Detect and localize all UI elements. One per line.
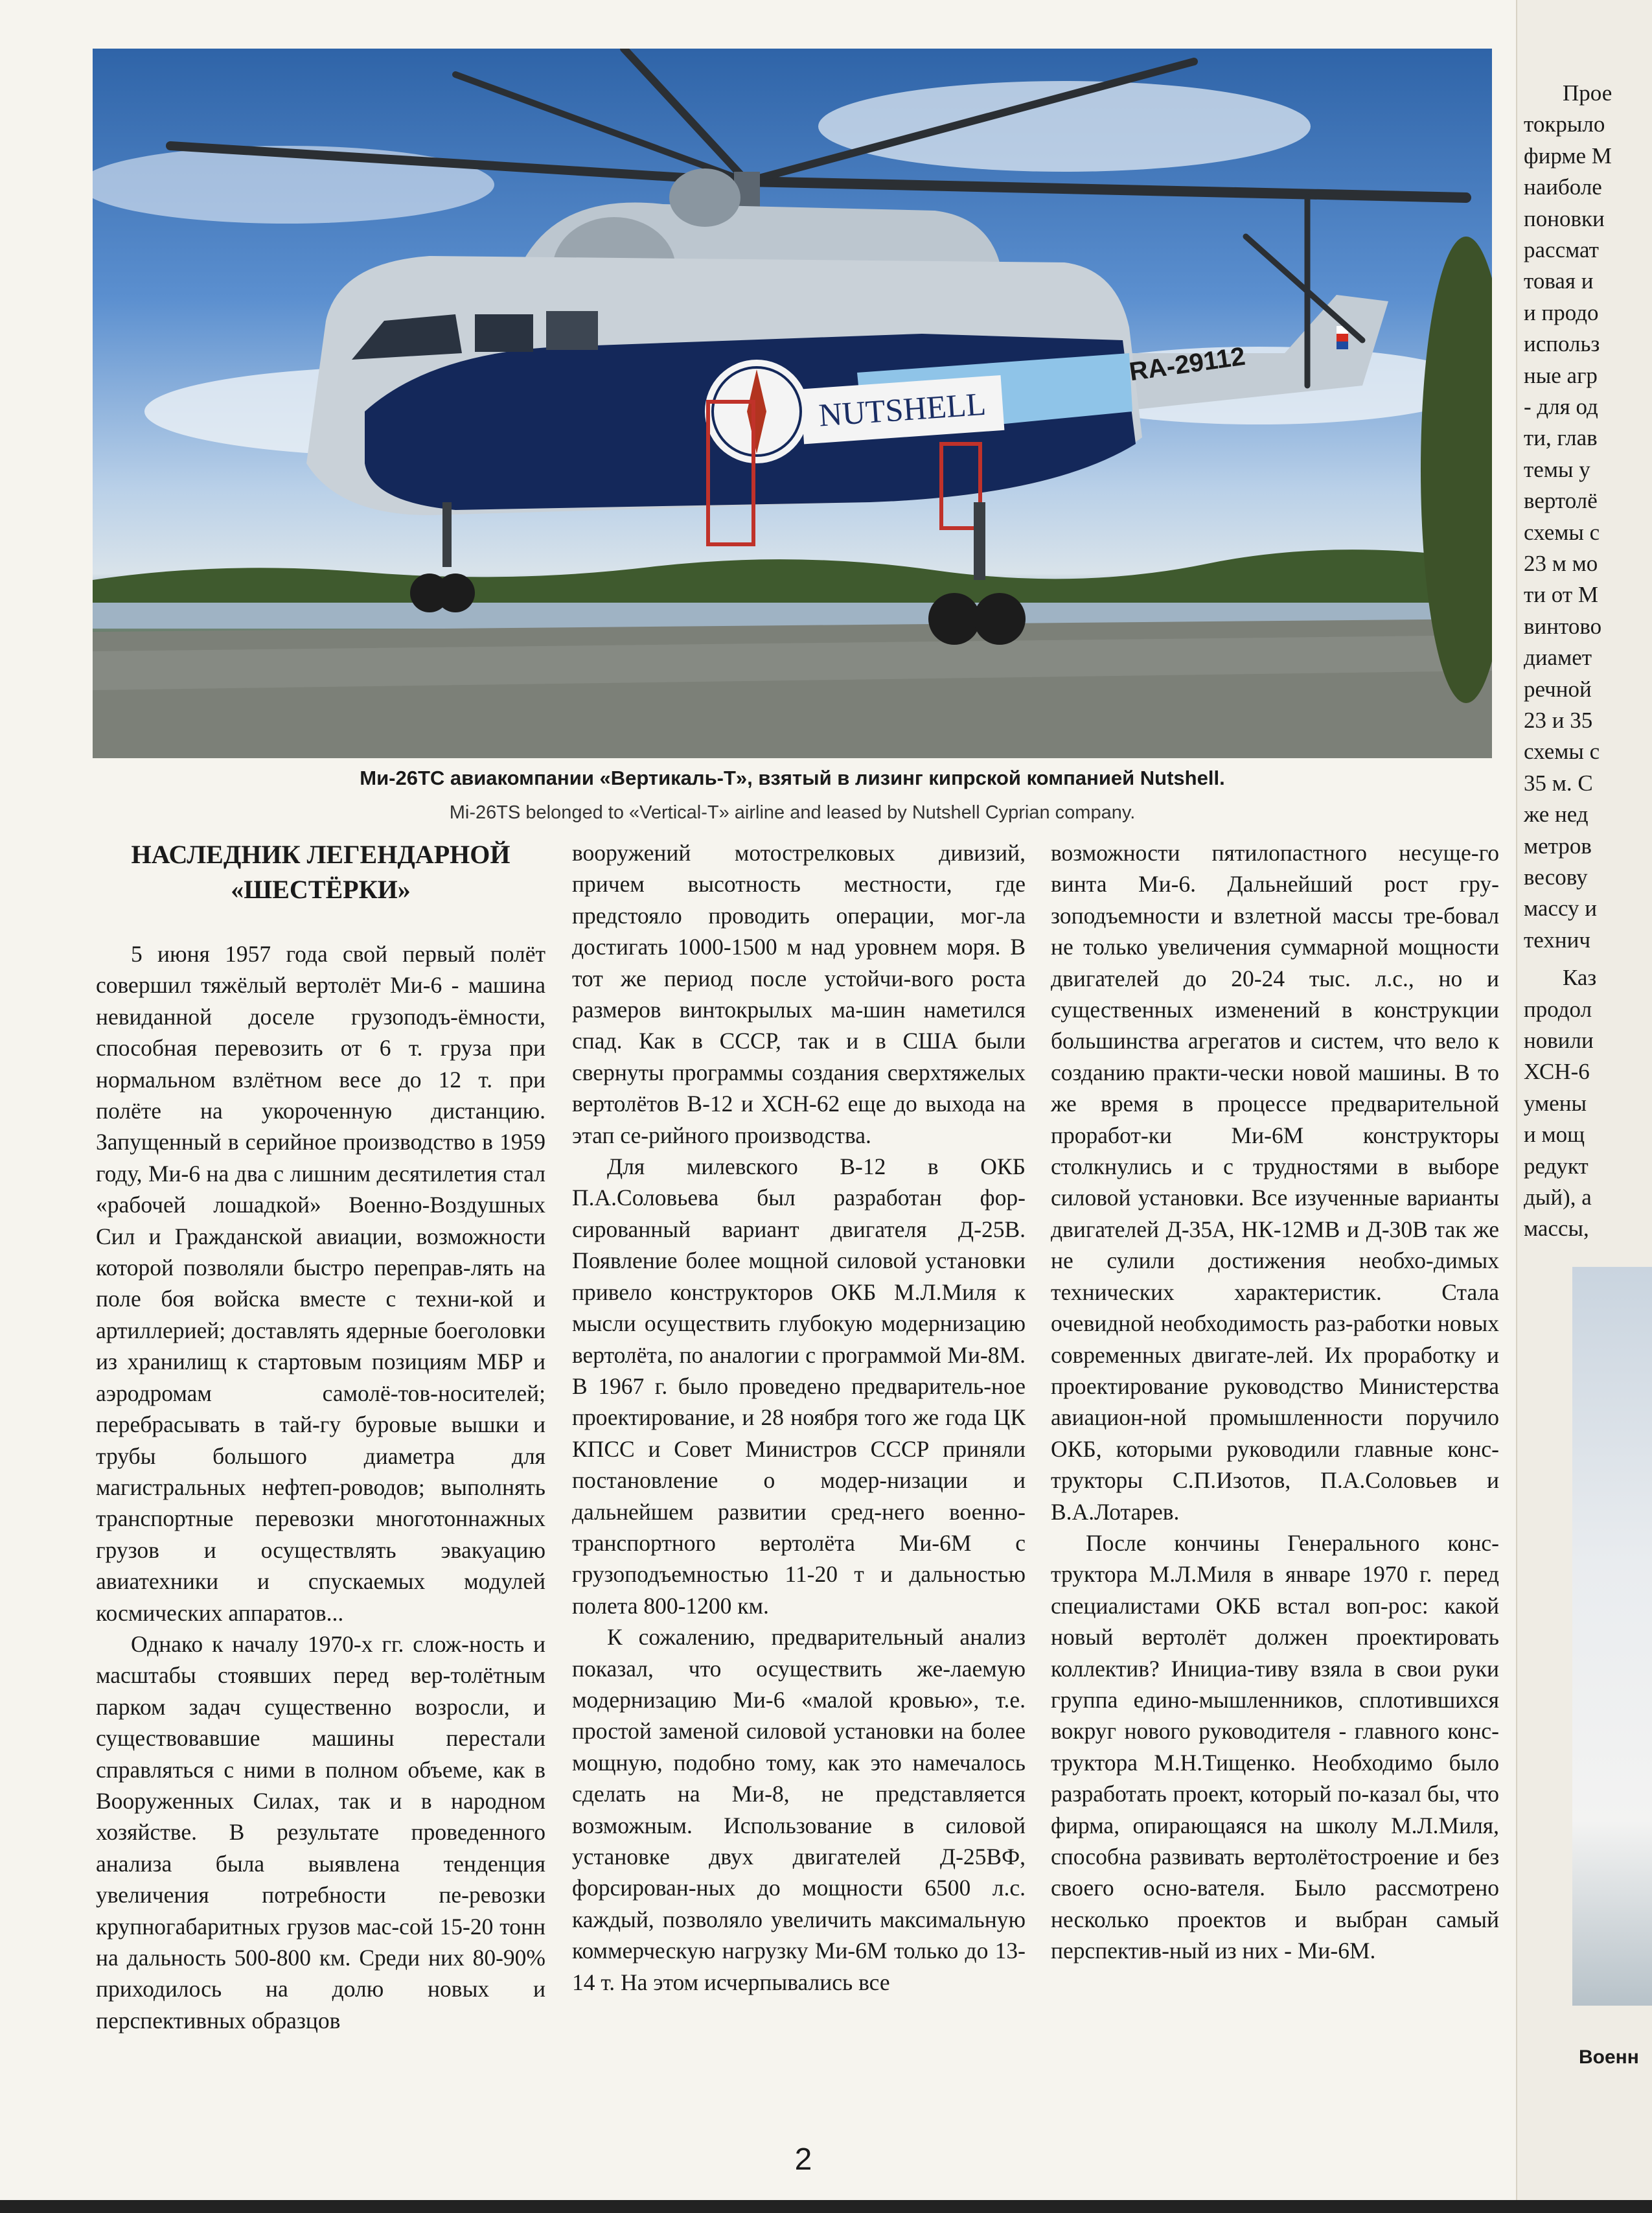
livery-text: NUTSHELL [817,385,987,434]
paragraph: После кончины Генерального конс-труктора М.Л.Миля в январе 1970 г. перед специалистами ОКБ встал воп-рос: какой новый вертолёт должен проектировать коллектив? Инициа-тиву взяла в свои руки группа едино-мышленников, сплотившихся вокруг нового руководителя - главного конс-труктора М.Н.Тищенко. Необходимо было разработать проект, который по-казал бы, что фирма, опирающаяся на школу М.Л.Миля, способна развивать вертолётостроение и без своего осно-вателя. Было рассмотрено несколько проектов и выбран самый перспектив-ный из них - Ми-6М. [1051,1529,1499,1964]
facing-page-line: рассмат [1524,237,1599,262]
facing-page-line: весову [1524,864,1588,890]
facing-page-line: Прое [1563,80,1612,106]
facing-page-line: ХСН-6 [1524,1059,1590,1085]
facing-page-line: ные агр [1524,362,1598,388]
facing-page-line: наиболе [1524,174,1602,200]
facing-page-photo [1572,1267,1652,2006]
facing-page-line: 35 м. С [1524,770,1593,796]
facing-page-line: товая и [1524,268,1594,294]
facing-page-line: вертолё [1524,488,1598,514]
facing-page-line: схемы с [1524,519,1600,545]
facing-page-line: массы, [1524,1216,1589,1242]
paragraph: Для милевского В-12 в ОКБ П.А.Соловьева был разработан фор-сированный вариант двигателя Д-25В. Появление более мощной силовой установки привело конструкторов ОКБ М.Л.Миля к мысли осуществить глубокую модернизацию вертолёта, по аналогии с программой Ми-8М. В 1967 г. было проведено предваритель-ное проектирование, и 28 ноября того же года ЦК КПСС и Совет Министров СССР приняли постановление о модер-низации и дальнейшем развитии сред-него военно-транспортного вертолёта Ми-6М с грузоподъемностью 11-20 т и дальностью полета 800-1200 км. [572,1153,1026,1619]
facing-page-line: же нед [1524,802,1589,828]
facing-page-line: фирме М [1524,143,1612,168]
paragraph: Однако к началу 1970-х гг. слож-ность и масштабы стоявших перед вер-толётным парком задач существенно возросли, и существовавшие машины перестали справляться с ними в полном объеме, как в Вооруженных Силах, так и в народном хозяйстве. В результате проведенного анализа была выявлена тенденция увеличения потребности пе-ревозки крупногабаритных грузов мас-сой 15-20 тонн на дальность 500-800 км. Среди них 80-90% приходилось на долю новых и перспективных образцов [96,1630,545,2033]
facing-page-line: использ [1524,331,1600,357]
facing-page-line: речной [1524,676,1592,702]
facing-page-line: и продо [1524,299,1599,325]
facing-page-line: продол [1524,996,1592,1022]
facing-page-line: метров [1524,833,1592,859]
registration-text: RA-29112 [1127,342,1247,387]
facing-page-line: ти, глав [1524,425,1598,451]
facing-page-line: диамет [1524,645,1592,671]
facing-page-edge [1516,0,1652,2213]
paragraph: вооружений мотострелковых дивизий, причем высотность местности, где предстояло проводить операции, мог-ла достигать 1000-1500 м над уровнем моря. В тот же период после устойчи-вого роста размеров винтокрылых ма-шин наметился спад. Как в СССР, так и в США были свернуты программы создания сверхтяжелых вертолётов В-12 и ХСН-62 еще до выхода на этап се-рийного производства. [572,840,1026,1148]
heading-line-1: НАСЛЕДНИК ЛЕГЕНДАРНОЙ [131,840,511,869]
facing-page-line: умены [1524,1090,1587,1116]
article-column-2 [572,837,1026,1998]
facing-page-line: и мощ [1524,1122,1585,1148]
main-photo [93,49,1492,758]
article-column-3 [1051,837,1499,1967]
facing-page-line: темы у [1524,456,1590,482]
facing-page-line: редукт [1524,1153,1589,1179]
facing-page-line: - для од [1524,394,1598,419]
heading-line-2: «ШЕСТЁРКИ» [231,875,411,904]
page-number: 2 [794,2142,812,2177]
scan-edge [0,2200,1652,2213]
article-column-1 [96,837,545,2036]
facing-page-line: 23 и 35 [1524,708,1593,733]
paragraph: К сожалению, предварительный анализ показал, что осуществить же-лаемую модернизацию Ми-6 «малой кровью», т.е. простой заменой силовой установки на более мощную, подобно тому, как это намечалось сделать на Ми-8, не представляется возможным. Использование в силовой установке двух двигателей Д-25ВФ, форсирован-ных до мощности 6500 л.с. каждый, позволяло увеличить максимальную коммерческую нагрузку Ми-6М только до 13-14 т. На этом исчерпывались все [572,1624,1026,1995]
article-heading [96,837,545,907]
helicopter-illustration [93,49,1492,758]
caption-ru: Ми-26ТС авиакомпании «Вертикаль-Т», взятый в лизинг кипрской компанией Nutshell. [360,767,1225,789]
facing-page-line: технич [1524,927,1590,953]
facing-page-line: токрыло [1524,111,1605,137]
facing-page-line: 23 м мо [1524,551,1598,576]
facing-page-line: Каз [1563,965,1597,991]
paragraph: 5 июня 1957 года свой первый полёт совершил тяжёлый вертолёт Ми-6 - машина невиданной доселе грузоподъ-ёмности, способная перевозить от 6 т. груза при нормальном взлётном весе до 12 т. при полёте на укороченную дистанцию. Запущенный в серийное производство в 1959 году, Ми-6 на два с лишним десятилетия стал «рабочей лошадкой» Военно-Воздушных Сил и Гражданской авиации, возможности которой позволяли быстро перепрaв-лять на поле боя войска вместе с техни-кой и артиллерией; доставлять ядерные боеголовки из хранилищ к стартовым позициям МБР и аэродромам самолё-тов-носителей; перебрасывать в тай-гу буровые вышки и трубы большого диаметра для магистральных нефтеп-роводов; выполнять транспортные перевозки многотоннажных грузов и осуществлять эвакуацию авиатехники и спускаемых модулей космических аппаратов... [96,941,545,1626]
paragraph: возможности пятилопастного несуще-го винта Ми-6. Дальнейший рост гру-зоподъемности и взлетной массы тре-бовал не только увеличения суммарной мощности двигателей до 20-24 тыс. л.с., но и существенных изменений в конструкции большинства агрегатов и систем, что вело к созданию практи-чески новой машины. В то же время в процессе предварительной проработ-ки Ми-6М конструкторы столкнулись и с трудностями в выборе силовой установки. Все изученные варианты двигателей Д-35А, НК-12МВ и Д-30В так же не сулили достижения необхо-димых технических характеристик. Стала очевидной необходимость раз-работки новых современных двигате-лей. Их проработку и проектирование руководство Министерства авиацион-ной промышленности поручило ОКБ, которыми руководили главные конс-трукторы С.П.Изотов, П.А.Соловьев и В.А.Лотарев. [1051,840,1499,1525]
facing-page-line: поновки [1524,205,1605,231]
facing-page-line: массу и [1524,896,1598,921]
facing-page-line: дый), а [1524,1185,1592,1210]
facing-page-line: новили [1524,1028,1594,1053]
facing-page-line: ти от М [1524,582,1598,608]
caption-en: Mi-26TS belonged to «Vertical-T» airline and leased by Nutshell Cyprian company. [449,802,1136,823]
facing-page-line: винтово [1524,613,1602,639]
facing-page-caption: Военн [1579,2046,1639,2068]
facing-page-line: схемы с [1524,739,1600,765]
